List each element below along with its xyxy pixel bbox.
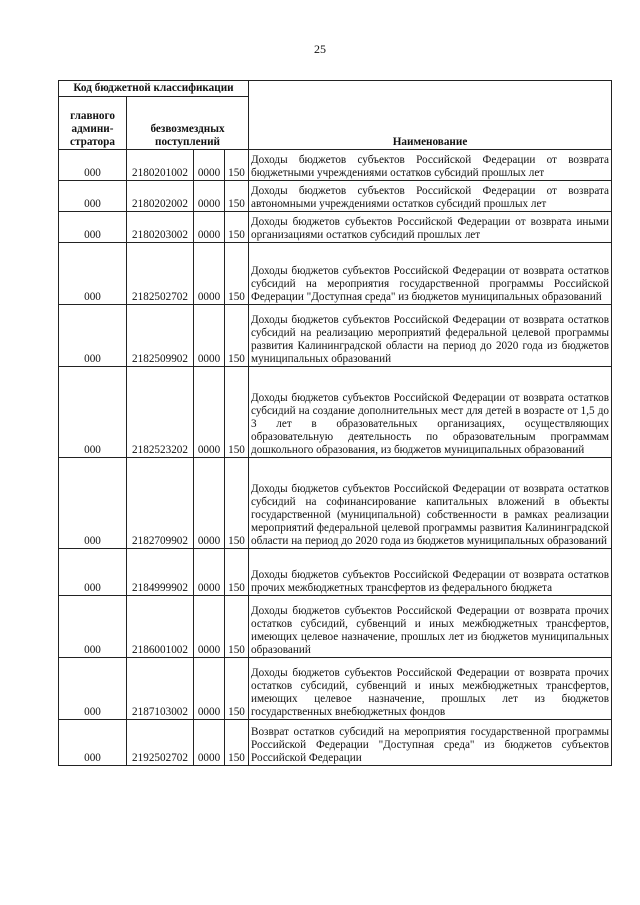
cell-admin: 000 <box>59 243 127 305</box>
cell-code: 2180201002 <box>127 150 194 181</box>
cell-type: 150 <box>225 720 249 766</box>
cell-type: 150 <box>225 212 249 243</box>
cell-admin: 000 <box>59 720 127 766</box>
page-number: 25 <box>314 42 326 56</box>
cell-admin: 000 <box>59 150 127 181</box>
table-row <box>59 367 612 458</box>
cell-admin: 000 <box>59 549 127 596</box>
header-receipts: безвозмездных поступлений <box>127 97 249 150</box>
table-row <box>59 458 612 549</box>
cell-code: 2182709902 <box>127 458 194 549</box>
table-row <box>59 658 612 720</box>
cell-name: Доходы бюджетов субъектов Российской Федерации от возврата прочих остатков субсидий, субвенций и иных межбюджетных трансфертов, имеющих целевое назначение, прошлых лет из бюджетов муниципальных образований <box>249 596 612 658</box>
cell-admin: 000 <box>59 181 127 212</box>
cell-name: Доходы бюджетов субъектов Российской Федерации от возврата остатков прочих межбюджетных трансфертов из федерального бюджета <box>249 549 612 596</box>
header-name: Наименование <box>249 81 612 150</box>
cell-type: 150 <box>225 458 249 549</box>
table-row <box>59 720 612 766</box>
cell-name: Доходы бюджетов субъектов Российской Федерации от возврата автономными учреждениями остатков субсидий прошлых лет <box>249 181 612 212</box>
cell-code: 2180202002 <box>127 181 194 212</box>
cell-subcode: 0000 <box>194 305 225 367</box>
table-row <box>59 596 612 658</box>
cell-name: Доходы бюджетов субъектов Российской Федерации от возврата остатков субсидий на софинансирование капитальных вложений в объекты государственной (муниципальной) собственности в рамках реализации мероприятий федеральной целевой программы развития Калининградской области на период до 2020 года из бюджетов муниципальных образований <box>249 458 612 549</box>
cell-admin: 000 <box>59 458 127 549</box>
budget-classification-table <box>58 80 612 766</box>
cell-name: Доходы бюджетов субъектов Российской Федерации от возврата остатков субсидий на мероприятия государственной программы Российской Федерации "Доступная среда" из бюджетов муниципальных образований <box>249 243 612 305</box>
table-row <box>59 181 612 212</box>
cell-type: 150 <box>225 181 249 212</box>
cell-name: Возврат остатков субсидий на мероприятия государственной программы Российской Федерации "Доступная среда" из бюджетов субъектов Российской Федерации <box>249 720 612 766</box>
cell-admin: 000 <box>59 367 127 458</box>
cell-subcode: 0000 <box>194 458 225 549</box>
cell-subcode: 0000 <box>194 212 225 243</box>
cell-admin: 000 <box>59 212 127 243</box>
cell-type: 150 <box>225 150 249 181</box>
cell-code: 2187103002 <box>127 658 194 720</box>
cell-code: 2182502702 <box>127 243 194 305</box>
cell-name: Доходы бюджетов субъектов Российской Федерации от возврата остатков субсидий на реализацию мероприятий федеральной целевой программы развития Калининградской области на период до 2020 года из бюджетов муниципальных образований <box>249 305 612 367</box>
cell-subcode: 0000 <box>194 658 225 720</box>
cell-subcode: 0000 <box>194 181 225 212</box>
cell-subcode: 0000 <box>194 243 225 305</box>
cell-subcode: 0000 <box>194 150 225 181</box>
cell-admin: 000 <box>59 658 127 720</box>
cell-type: 150 <box>225 243 249 305</box>
cell-type: 150 <box>225 549 249 596</box>
cell-code: 2186001002 <box>127 596 194 658</box>
cell-code: 2184999902 <box>127 549 194 596</box>
table-body <box>59 150 612 766</box>
cell-code: 2192502702 <box>127 720 194 766</box>
table-row <box>59 549 612 596</box>
cell-subcode: 0000 <box>194 720 225 766</box>
table-row <box>59 150 612 181</box>
cell-name: Доходы бюджетов субъектов Российской Федерации от возврата бюджетными учреждениями остатков субсидий прошлых лет <box>249 150 612 181</box>
table-row <box>59 212 612 243</box>
cell-type: 150 <box>225 596 249 658</box>
cell-code: 2180203002 <box>127 212 194 243</box>
cell-name: Доходы бюджетов субъектов Российской Федерации от возврата остатков субсидий на создание дополнительных мест для детей в возрасте от 1,5 до 3 лет в образовательных организациях, осуществляющих образовательную деятельность по образовательным программам дошкольного образования, из бюджетов муниципальных образований <box>249 367 612 458</box>
cell-type: 150 <box>225 305 249 367</box>
cell-subcode: 0000 <box>194 596 225 658</box>
cell-admin: 000 <box>59 596 127 658</box>
cell-admin: 000 <box>59 305 127 367</box>
cell-subcode: 0000 <box>194 367 225 458</box>
table-header <box>59 81 612 150</box>
cell-subcode: 0000 <box>194 549 225 596</box>
cell-type: 150 <box>225 367 249 458</box>
cell-code: 2182509902 <box>127 305 194 367</box>
header-admin: главного админи-стратора <box>59 97 127 150</box>
header-group-title: Код бюджетной классификации <box>59 81 249 97</box>
cell-name: Доходы бюджетов субъектов Российской Федерации от возврата иными организациями остатков субсидий прошлых лет <box>249 212 612 243</box>
cell-name: Доходы бюджетов субъектов Российской Федерации от возврата прочих остатков субсидий, субвенций и иных межбюджетных трансфертов, имеющих целевое назначение, прошлых лет из бюджетов государственных внебюджетных фондов <box>249 658 612 720</box>
cell-code: 2182523202 <box>127 367 194 458</box>
cell-type: 150 <box>225 658 249 720</box>
table-row <box>59 243 612 305</box>
table-row <box>59 305 612 367</box>
